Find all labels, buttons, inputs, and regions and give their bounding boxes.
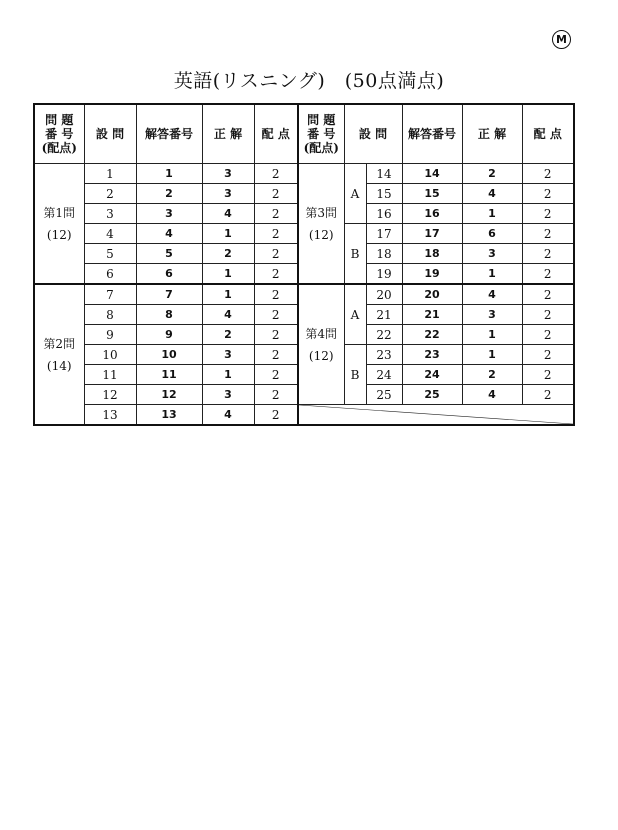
answer-no-cell: 16 xyxy=(402,204,462,224)
correct-cell: 4 xyxy=(202,405,254,426)
setsumon-cell: 8 xyxy=(84,305,136,325)
answer-no-cell: 13 xyxy=(136,405,202,426)
header-correct: 正 解 xyxy=(202,104,254,164)
setsumon-cell: 5 xyxy=(84,244,136,264)
correct-cell: 1 xyxy=(462,204,522,224)
points-cell: 2 xyxy=(522,284,574,305)
correct-cell: 3 xyxy=(462,305,522,325)
page-title: 英語(リスニング) (50点満点) xyxy=(173,70,445,92)
points-cell: 2 xyxy=(254,365,298,385)
correct-cell: 3 xyxy=(202,184,254,204)
header-correct-right: 正 解 xyxy=(462,104,522,164)
answer-no-cell: 3 xyxy=(136,204,202,224)
empty-cell xyxy=(298,405,574,426)
correct-cell: 2 xyxy=(202,325,254,345)
correct-cell: 3 xyxy=(202,345,254,365)
correct-cell: 4 xyxy=(462,184,522,204)
points-cell: 2 xyxy=(254,284,298,305)
answer-no-cell: 20 xyxy=(402,284,462,305)
setsumon-cell: 9 xyxy=(84,325,136,345)
answer-no-cell: 11 xyxy=(136,365,202,385)
answer-no-cell: 1 xyxy=(136,164,202,184)
setsumon-cell: 17 xyxy=(366,224,402,244)
section-2 xyxy=(34,284,84,425)
section-points: (12) xyxy=(308,348,334,363)
correct-cell: 1 xyxy=(202,264,254,285)
answer-no-cell: 8 xyxy=(136,305,202,325)
points-cell: 2 xyxy=(522,184,574,204)
correct-cell: 6 xyxy=(462,224,522,244)
points-cell: 2 xyxy=(254,325,298,345)
table-row xyxy=(34,284,574,305)
answer-no-cell: 21 xyxy=(402,305,462,325)
points-cell: 2 xyxy=(522,305,574,325)
answer-no-cell: 7 xyxy=(136,284,202,305)
points-cell: 2 xyxy=(254,385,298,405)
correct-cell: 3 xyxy=(202,385,254,405)
correct-cell: 4 xyxy=(202,305,254,325)
setsumon-cell: 20 xyxy=(366,284,402,305)
setsumon-cell: 14 xyxy=(366,164,402,184)
points-cell: 2 xyxy=(522,264,574,285)
points-cell: 2 xyxy=(254,345,298,365)
answer-table xyxy=(33,103,575,426)
correct-cell: 1 xyxy=(462,325,522,345)
sub-part: A xyxy=(344,284,366,345)
correct-cell: 1 xyxy=(202,284,254,305)
setsumon-cell: 12 xyxy=(84,385,136,405)
corner-mark: M xyxy=(552,30,571,49)
setsumon-cell: 21 xyxy=(366,305,402,325)
points-cell: 2 xyxy=(522,365,574,385)
correct-cell: 2 xyxy=(462,164,522,184)
points-cell: 2 xyxy=(254,224,298,244)
diagonal-line xyxy=(299,405,573,424)
answer-no-cell: 9 xyxy=(136,325,202,345)
correct-cell: 2 xyxy=(462,365,522,385)
header-answer-no: 解答番号 xyxy=(136,104,202,164)
correct-cell: 2 xyxy=(202,244,254,264)
points-cell: 2 xyxy=(254,164,298,184)
header-points: 配 点 xyxy=(254,104,298,164)
answer-no-cell: 24 xyxy=(402,365,462,385)
setsumon-cell: 3 xyxy=(84,204,136,224)
answer-no-cell: 10 xyxy=(136,345,202,365)
setsumon-cell: 2 xyxy=(84,184,136,204)
table-row xyxy=(34,164,574,184)
answer-no-cell: 5 xyxy=(136,244,202,264)
setsumon-cell: 24 xyxy=(366,365,402,385)
answer-no-cell: 2 xyxy=(136,184,202,204)
answer-no-cell: 6 xyxy=(136,264,202,285)
setsumon-cell: 11 xyxy=(84,365,136,385)
setsumon-cell: 15 xyxy=(366,184,402,204)
setsumon-cell: 23 xyxy=(366,345,402,365)
answer-no-cell: 22 xyxy=(402,325,462,345)
answer-no-cell: 4 xyxy=(136,224,202,244)
correct-cell: 1 xyxy=(202,224,254,244)
section-name: 第4問 xyxy=(305,326,338,341)
setsumon-cell: 22 xyxy=(366,325,402,345)
points-cell: 2 xyxy=(254,264,298,285)
points-cell: 2 xyxy=(522,204,574,224)
points-cell: 2 xyxy=(254,204,298,224)
correct-cell: 3 xyxy=(462,244,522,264)
section-1 xyxy=(34,164,84,285)
answer-no-cell: 12 xyxy=(136,385,202,405)
setsumon-cell: 16 xyxy=(366,204,402,224)
points-cell: 2 xyxy=(522,325,574,345)
correct-cell: 3 xyxy=(202,164,254,184)
points-cell: 2 xyxy=(522,345,574,365)
setsumon-cell: 4 xyxy=(84,224,136,244)
answer-no-cell: 18 xyxy=(402,244,462,264)
section-4 xyxy=(298,284,344,405)
section-points: (12) xyxy=(308,227,334,242)
points-cell: 2 xyxy=(522,164,574,184)
setsumon-cell: 25 xyxy=(366,385,402,405)
correct-cell: 4 xyxy=(462,284,522,305)
setsumon-cell: 1 xyxy=(84,164,136,184)
points-cell: 2 xyxy=(522,224,574,244)
correct-cell: 1 xyxy=(202,365,254,385)
points-cell: 2 xyxy=(254,184,298,204)
header-setsumon: 設 問 xyxy=(84,104,136,164)
setsumon-cell: 7 xyxy=(84,284,136,305)
section-name: 第2問 xyxy=(43,336,76,351)
table-row xyxy=(34,405,574,426)
correct-cell: 1 xyxy=(462,345,522,365)
sub-part: A xyxy=(344,164,366,224)
correct-cell: 4 xyxy=(462,385,522,405)
answer-no-cell: 19 xyxy=(402,264,462,285)
setsumon-cell: 19 xyxy=(366,264,402,285)
setsumon-cell: 18 xyxy=(366,244,402,264)
answer-no-cell: 23 xyxy=(402,345,462,365)
section-name: 第1問 xyxy=(43,205,76,220)
section-points: (12) xyxy=(46,227,72,242)
header-points-right: 配 点 xyxy=(522,104,574,164)
points-cell: 2 xyxy=(254,244,298,264)
header-question-no: 問 題 番 号 (配点) xyxy=(34,104,84,164)
section-name: 第3問 xyxy=(305,205,338,220)
header-answer-no-right: 解答番号 xyxy=(402,104,462,164)
correct-cell: 4 xyxy=(202,204,254,224)
answer-no-cell: 14 xyxy=(402,164,462,184)
sub-part: B xyxy=(344,345,366,405)
points-cell: 2 xyxy=(254,305,298,325)
setsumon-cell: 10 xyxy=(84,345,136,365)
header-question-no-right: 問 題 番 号 (配点) xyxy=(298,104,344,164)
answer-no-cell: 15 xyxy=(402,184,462,204)
answer-no-cell: 25 xyxy=(402,385,462,405)
points-cell: 2 xyxy=(254,405,298,426)
setsumon-cell: 13 xyxy=(84,405,136,426)
section-3 xyxy=(298,164,344,285)
answer-no-cell: 17 xyxy=(402,224,462,244)
setsumon-cell: 6 xyxy=(84,264,136,285)
points-cell: 2 xyxy=(522,385,574,405)
sub-part: B xyxy=(344,224,366,285)
correct-cell: 1 xyxy=(462,264,522,285)
section-points: (14) xyxy=(46,358,72,373)
header-row xyxy=(34,104,574,164)
points-cell: 2 xyxy=(522,244,574,264)
header-setsumon-right: 設 問 xyxy=(344,104,402,164)
